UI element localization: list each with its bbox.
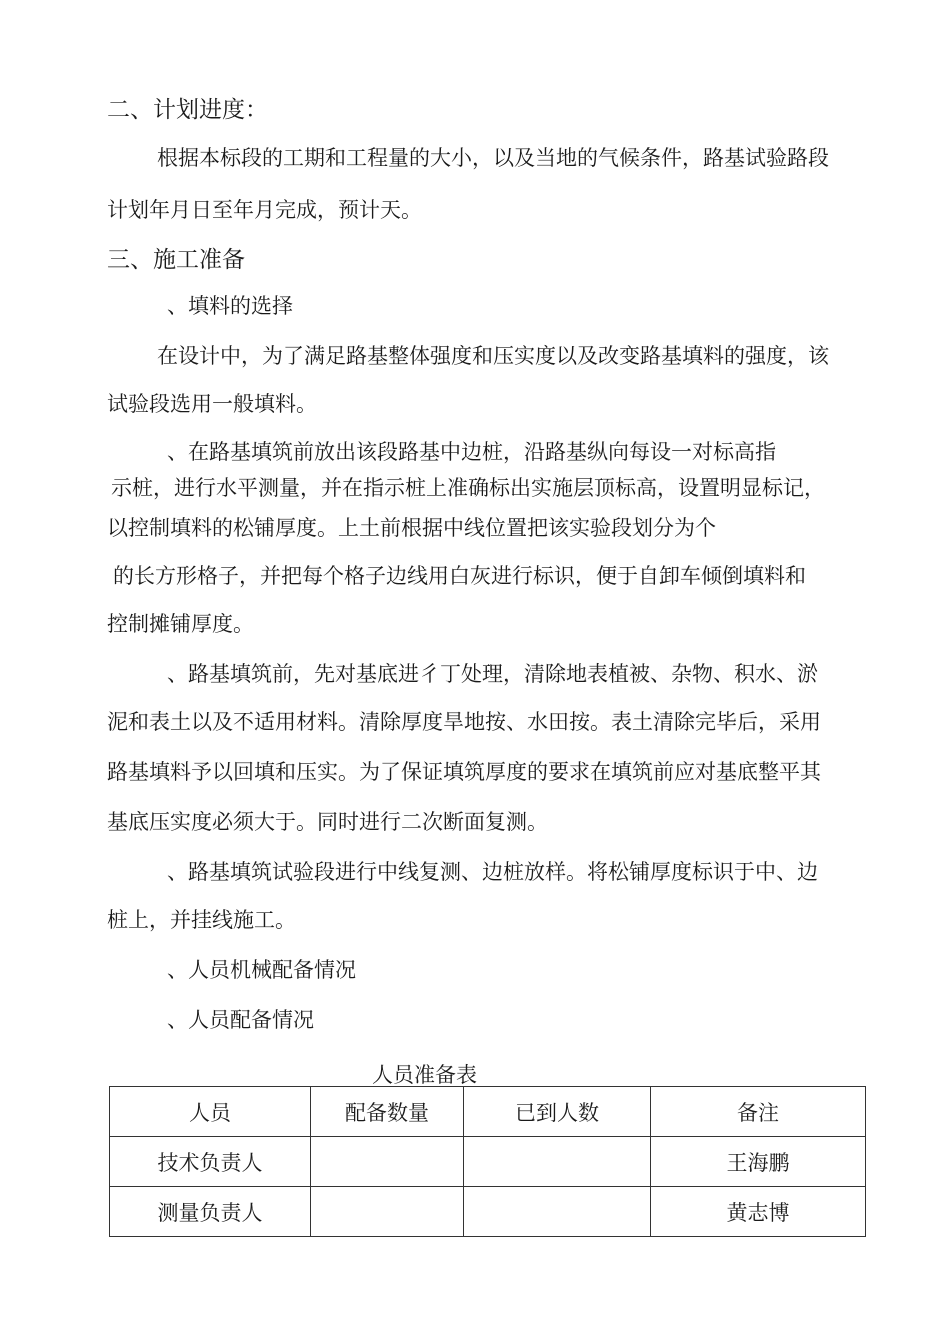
paragraph-line: 以控制填料的松铺厚度。上土前根据中线位置把该实验段划分为个	[107, 516, 716, 540]
paragraph-line: 根据本标段的工期和工程量的大小，以及当地的气候条件，路基试验路段	[157, 146, 829, 170]
header-cell: 配备数量	[311, 1087, 464, 1137]
paragraph-line: 基底压实度必须大于。同时进行二次断面复测。	[107, 810, 548, 834]
paragraph-line: 桩上，并挂线施工。	[107, 908, 296, 932]
table-cell: 黄志博	[651, 1187, 866, 1237]
table-caption: 人员准备表	[372, 1063, 477, 1087]
paragraph-line: 、路基填筑前，先对基底进彳丁处理，清除地表植被、杂物、积水、淤	[167, 662, 818, 686]
table-cell	[464, 1137, 651, 1187]
paragraph-line: 的长方形格子，并把每个格子边线用白灰进行标识，便于自卸车倾倒填料和	[113, 564, 806, 588]
paragraph-line: 控制摊铺厚度。	[107, 612, 254, 636]
paragraph-line: 泥和表土以及不适用材料。清除厚度旱地按、水田按。表土清除完毕后，采用	[107, 710, 821, 734]
paragraph-line: 路基填料予以回填和压实。为了保证填筑厚度的要求在填筑前应对基底整平其	[107, 760, 821, 784]
table-cell: 技术负责人	[110, 1137, 311, 1187]
paragraph-line: 、在路基填筑前放出该段路基中边桩，沿路基纵向每设一对标高指	[167, 440, 776, 464]
subheading-staff: 、人员配备情况	[167, 1008, 314, 1032]
subheading-staff-machinery: 、人员机械配备情况	[167, 958, 356, 982]
header-cell: 已到人数	[464, 1087, 651, 1137]
section-3-heading: 三、施工准备	[107, 247, 245, 273]
paragraph-line: 、路基填筑试验段进行中线复测、边桩放样。将松铺厚度标识于中、边	[167, 860, 818, 884]
table-cell	[464, 1187, 651, 1237]
subheading-fill-selection: 、填料的选择	[167, 294, 293, 318]
table-header-row	[110, 1087, 866, 1137]
table-cell	[311, 1137, 464, 1187]
paragraph-line: 在设计中，为了满足路基整体强度和压实度以及改变路基填料的强度，该	[157, 344, 829, 368]
section-2-heading: 二、计划进度：	[107, 97, 268, 123]
table-cell: 测量负责人	[110, 1187, 311, 1237]
table-row	[110, 1187, 866, 1237]
paragraph-line: 试验段选用一般填料。	[107, 392, 317, 416]
paragraph-line: 示桩，进行水平测量，并在指示桩上准确标出实施层顶标高，设置明显标记，	[111, 476, 825, 500]
table-row	[110, 1137, 866, 1187]
staff-table	[109, 1086, 866, 1237]
header-cell: 人员	[110, 1087, 311, 1137]
paragraph-line: 计划年月日至年月完成，预计天。	[107, 198, 422, 222]
header-cell: 备注	[651, 1087, 866, 1137]
table-cell: 王海鹏	[651, 1137, 866, 1187]
table-cell	[311, 1187, 464, 1237]
